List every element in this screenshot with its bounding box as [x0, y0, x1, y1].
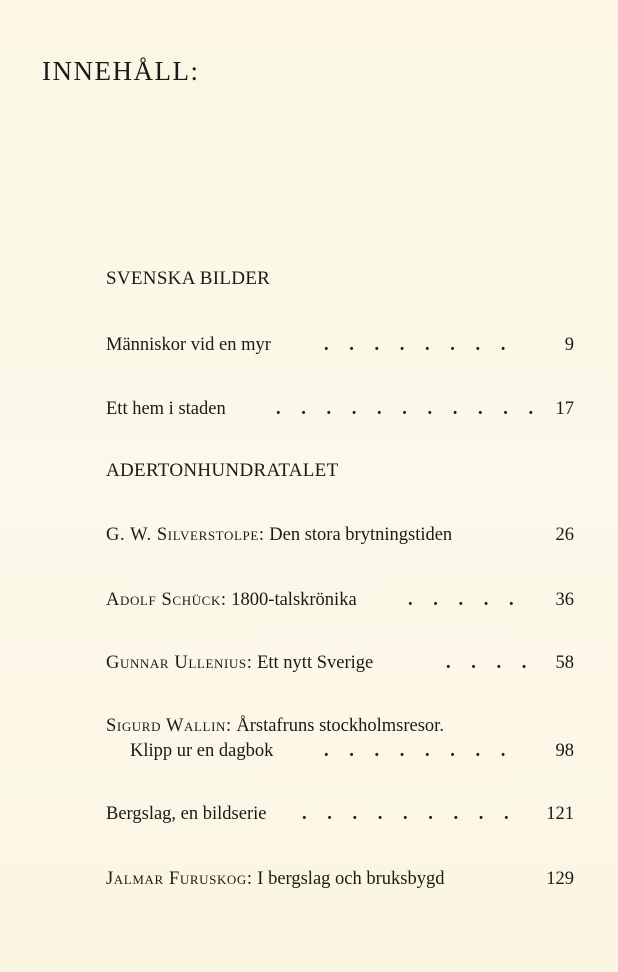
entry-subtitle: Klipp ur en dagbok — [130, 741, 274, 761]
page-number: 36 — [555, 590, 574, 610]
page-number: 121 — [546, 804, 574, 824]
section-heading-svenska-bilder: SVENSKA BILDER — [106, 268, 271, 289]
page-number: 26 — [555, 525, 574, 545]
leader-dots: . . . . . . . . . . . — [276, 399, 542, 419]
entry-title: Ett nytt Sverige — [257, 653, 374, 673]
toc-entry — [106, 650, 574, 676]
entry-author: Sigurd Wallin: — [106, 716, 232, 736]
leader-dots: . . . . . . . . — [324, 335, 514, 355]
entry-title: Bergslag, en bildserie — [106, 804, 267, 824]
toc-entry — [106, 522, 574, 548]
page-title: INNEHÅLL: — [42, 56, 200, 86]
entry-title: Den stora brytningstiden — [269, 525, 453, 545]
page-number: 58 — [555, 653, 574, 673]
page-number: 9 — [564, 335, 574, 355]
page-number: 129 — [546, 869, 574, 889]
page-number: 98 — [555, 741, 574, 761]
leader-dots: . . . . — [446, 653, 535, 673]
entry-line — [106, 587, 357, 613]
entry-author: Adolf Schück: — [106, 590, 227, 610]
entry-title: Ett hem i staden — [106, 399, 226, 419]
entry-title: Människor vid en myr — [106, 335, 271, 355]
entry-title: 1800-talskrönika — [231, 590, 357, 610]
leader-dots: . . . . . — [408, 590, 522, 610]
leader-dots: . . . . . . . . . — [302, 804, 517, 824]
entry-title: I bergslag och bruksbygd — [257, 869, 445, 889]
toc-entry — [106, 396, 574, 422]
entry-author: G. W. Silverstolpe: — [106, 525, 265, 545]
leader-dots: . . . . . . . . — [324, 741, 514, 761]
toc-entry — [106, 587, 574, 613]
page-number: 17 — [555, 399, 574, 419]
entry-line — [106, 713, 444, 739]
toc-entry — [106, 332, 574, 358]
entry-title: Årstafruns stockholmsresor. — [236, 716, 444, 736]
entry-author: Jalmar Furuskog: — [106, 869, 253, 889]
toc-entry — [106, 713, 574, 739]
section-heading-adertonhundratalet: ADERTONHUNDRATALET — [106, 460, 339, 481]
entry-line — [106, 866, 444, 892]
entry-line — [106, 650, 373, 676]
toc-entry-continuation — [106, 738, 574, 764]
toc-entry — [106, 801, 574, 827]
entry-line — [106, 522, 452, 548]
toc-entry — [106, 866, 574, 892]
entry-author: Gunnar Ullenius: — [106, 653, 253, 673]
